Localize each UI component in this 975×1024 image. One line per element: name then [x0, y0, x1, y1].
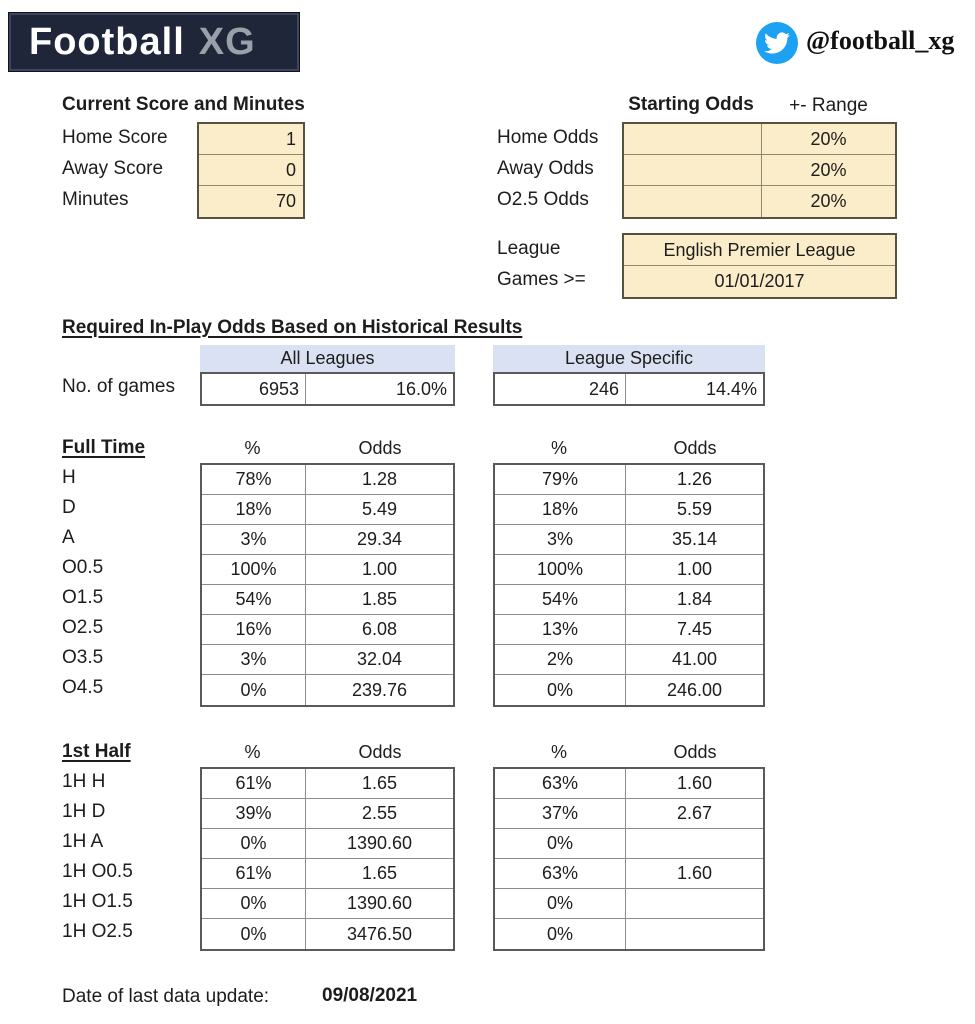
score-input-table [197, 122, 305, 219]
all-leagues-header: All Leagues [200, 345, 455, 372]
pct-cell: 100% [202, 555, 306, 584]
full-time-title: Full Time [62, 437, 146, 458]
pct-cell: 39% [202, 799, 306, 828]
full-time-all-leagues-table [200, 463, 455, 707]
pct-cell: 37% [495, 799, 626, 828]
no-of-games-league-table [493, 372, 765, 406]
home-score-row [199, 124, 303, 155]
home-score-input[interactable]: 1 [285, 128, 296, 149]
odds-row [495, 799, 763, 829]
pct-cell: 0% [495, 889, 626, 918]
pct-cell: 78% [202, 465, 306, 494]
pct-cell: 0% [202, 829, 306, 858]
odds-cell: 6.08 [361, 619, 398, 639]
odds-cell: 1.26 [676, 469, 713, 489]
odds-cell: 1.85 [361, 589, 398, 609]
pct-cell: 0% [495, 829, 626, 858]
last-update-label: Date of last data update: [62, 986, 270, 1007]
pct-cell: 0% [202, 889, 306, 918]
pct-cell: 0% [495, 675, 626, 705]
odds-cell: 1.60 [676, 773, 713, 793]
starting-odds-table [622, 122, 897, 219]
first-half-row-labels [62, 767, 133, 947]
pct-cell: 3% [202, 525, 306, 554]
odds-row [495, 525, 763, 555]
football-xg-logo [8, 12, 300, 72]
pct-cell: 13% [495, 615, 626, 644]
league-label: League [497, 238, 561, 259]
fh-row-label: 1H O2.5 [62, 921, 133, 942]
pct-cell: 2% [495, 645, 626, 674]
odds-row [202, 799, 453, 829]
range-title: +- Range [789, 95, 868, 116]
league-row [624, 235, 895, 266]
odds-row [495, 919, 763, 949]
odds-row [202, 859, 453, 889]
odds-cell: 5.49 [361, 499, 398, 519]
away-odds-input[interactable] [624, 155, 762, 185]
pct-cell: 54% [495, 585, 626, 614]
no-of-games-league-row [495, 374, 763, 404]
ft-row-label: D [62, 497, 76, 518]
pct-cell: 61% [202, 859, 306, 888]
pct-cell: 63% [495, 769, 626, 798]
odds-row [495, 555, 763, 585]
o25-odds-label: O2.5 Odds [497, 189, 589, 210]
odds-cell: 1.84 [676, 589, 713, 609]
odds-cell: 1.65 [361, 863, 398, 883]
ft-lg-odds-header: Odds [673, 438, 717, 458]
away-score-row [199, 155, 303, 186]
league-games-pct: 14.4% [705, 378, 757, 399]
home-odds-range-input[interactable]: 20% [810, 128, 847, 149]
twitter-icon[interactable] [756, 22, 798, 64]
logo-word-xg: XG [198, 20, 256, 63]
pct-cell: 100% [495, 555, 626, 584]
odds-row [202, 889, 453, 919]
pct-cell: 54% [202, 585, 306, 614]
odds-cell: 246.00 [666, 679, 723, 700]
odds-cell: 239.76 [351, 679, 408, 700]
pct-cell: 0% [202, 919, 306, 949]
odds-row [495, 889, 763, 919]
pct-cell: 3% [495, 525, 626, 554]
home-odds-input[interactable] [624, 124, 762, 154]
odds-cell: 32.04 [356, 649, 403, 669]
odds-cell [626, 829, 763, 858]
odds-row [495, 645, 763, 675]
pct-cell: 18% [202, 495, 306, 524]
pct-cell: 0% [202, 675, 306, 705]
odds-row [202, 555, 453, 585]
odds-cell: 1.00 [361, 559, 398, 579]
home-odds-label: Home Odds [497, 127, 599, 148]
fh-row-label: 1H A [62, 831, 104, 852]
twitter-handle[interactable]: @football_xg [806, 26, 955, 55]
home-odds-row [624, 124, 895, 155]
fh-row-label: 1H O0.5 [62, 861, 133, 882]
odds-row [202, 675, 453, 705]
starting-odds-title: Starting Odds [628, 94, 754, 115]
odds-cell [626, 919, 763, 949]
minutes-input[interactable]: 70 [275, 191, 296, 211]
fh-all-odds-header: Odds [358, 742, 402, 762]
odds-row [202, 585, 453, 615]
ft-lg-pct-header: % [550, 438, 567, 458]
league-select[interactable]: English Premier League [663, 239, 856, 260]
pct-cell: 3% [202, 645, 306, 674]
odds-row [202, 495, 453, 525]
fh-all-pct-header: % [244, 742, 261, 762]
away-odds-label: Away Odds [497, 158, 594, 179]
ft-row-label: O4.5 [62, 677, 104, 698]
odds-cell: 2.67 [676, 803, 713, 823]
odds-row [202, 465, 453, 495]
odds-row [495, 769, 763, 799]
odds-row [495, 465, 763, 495]
odds-row [495, 615, 763, 645]
fh-row-label: 1H O1.5 [62, 891, 133, 912]
no-of-games-all-table [200, 372, 455, 406]
odds-row [202, 919, 453, 949]
odds-row [495, 829, 763, 859]
games-ge-input[interactable]: 01/01/2017 [714, 271, 805, 291]
o25-odds-range-input[interactable]: 20% [810, 191, 847, 211]
o25-odds-input[interactable] [624, 186, 762, 217]
odds-cell: 41.00 [671, 649, 718, 669]
odds-row [495, 585, 763, 615]
no-of-games-all-row [202, 374, 453, 404]
games-ge-row [624, 266, 895, 297]
ft-all-pct-header: % [244, 438, 261, 458]
pct-cell: 79% [495, 465, 626, 494]
logo-word-football: Football [29, 20, 185, 63]
league-specific-header: League Specific [493, 345, 765, 372]
odds-cell: 3476.50 [346, 923, 413, 944]
pct-cell: 0% [495, 919, 626, 949]
games-ge-label: Games >= [497, 269, 586, 290]
odds-cell: 35.14 [671, 529, 718, 549]
full-time-row-labels [62, 463, 103, 703]
odds-row [202, 769, 453, 799]
away-odds-row [624, 155, 895, 186]
ft-all-odds-header: Odds [358, 438, 402, 458]
odds-cell: 1.00 [676, 559, 713, 579]
last-update-value: 09/08/2021 [322, 985, 418, 1006]
ft-row-label: H [62, 467, 76, 488]
league-games-count: 246 [495, 374, 626, 404]
full-time-league-specific-table [493, 463, 765, 707]
odds-row [495, 675, 763, 705]
odds-row [202, 645, 453, 675]
home-score-label: Home Score [62, 127, 168, 148]
odds-cell [626, 889, 763, 918]
odds-cell: 1390.60 [346, 893, 413, 913]
odds-cell: 5.59 [676, 499, 713, 519]
pct-cell: 63% [495, 859, 626, 888]
away-score-input[interactable]: 0 [285, 159, 296, 180]
pct-cell: 18% [495, 495, 626, 524]
twitter-bird-icon [764, 30, 790, 56]
all-games-count: 6953 [202, 374, 306, 404]
odds-cell: 29.34 [356, 529, 403, 549]
first-half-title: 1st Half [62, 741, 131, 762]
odds-cell: 1.60 [676, 863, 713, 883]
minutes-label: Minutes [62, 189, 129, 210]
fh-row-label: 1H D [62, 801, 106, 822]
o25-odds-row [624, 186, 895, 217]
away-score-label: Away Score [62, 158, 164, 179]
score-section-title: Current Score and Minutes [62, 94, 305, 115]
fh-lg-odds-header: Odds [673, 742, 717, 762]
no-of-games-label: No. of games [62, 376, 175, 397]
odds-row [202, 829, 453, 859]
first-half-all-leagues-table [200, 767, 455, 951]
ft-row-label: A [62, 527, 75, 548]
ft-row-label: O2.5 [62, 617, 104, 638]
odds-cell: 7.45 [676, 619, 713, 639]
odds-cell: 1.28 [361, 469, 398, 489]
all-games-pct: 16.0% [395, 378, 447, 399]
odds-row [202, 525, 453, 555]
away-odds-range-input[interactable]: 20% [810, 159, 847, 180]
ft-row-label: O1.5 [62, 587, 104, 608]
results-title: Required In-Play Odds Based on Historical Results [62, 317, 523, 338]
league-input-table [622, 233, 897, 299]
odds-row [202, 615, 453, 645]
odds-cell: 2.55 [361, 803, 398, 823]
fh-row-label: 1H H [62, 771, 106, 792]
ft-row-label: O3.5 [62, 647, 104, 668]
pct-cell: 16% [202, 615, 306, 644]
odds-row [495, 495, 763, 525]
ft-row-label: O0.5 [62, 557, 104, 578]
first-half-league-specific-table [493, 767, 765, 951]
odds-cell: 1.65 [361, 773, 398, 793]
pct-cell: 61% [202, 769, 306, 798]
odds-cell: 1390.60 [346, 833, 413, 853]
odds-row [495, 859, 763, 889]
fh-lg-pct-header: % [550, 742, 567, 762]
minutes-row [199, 186, 303, 217]
